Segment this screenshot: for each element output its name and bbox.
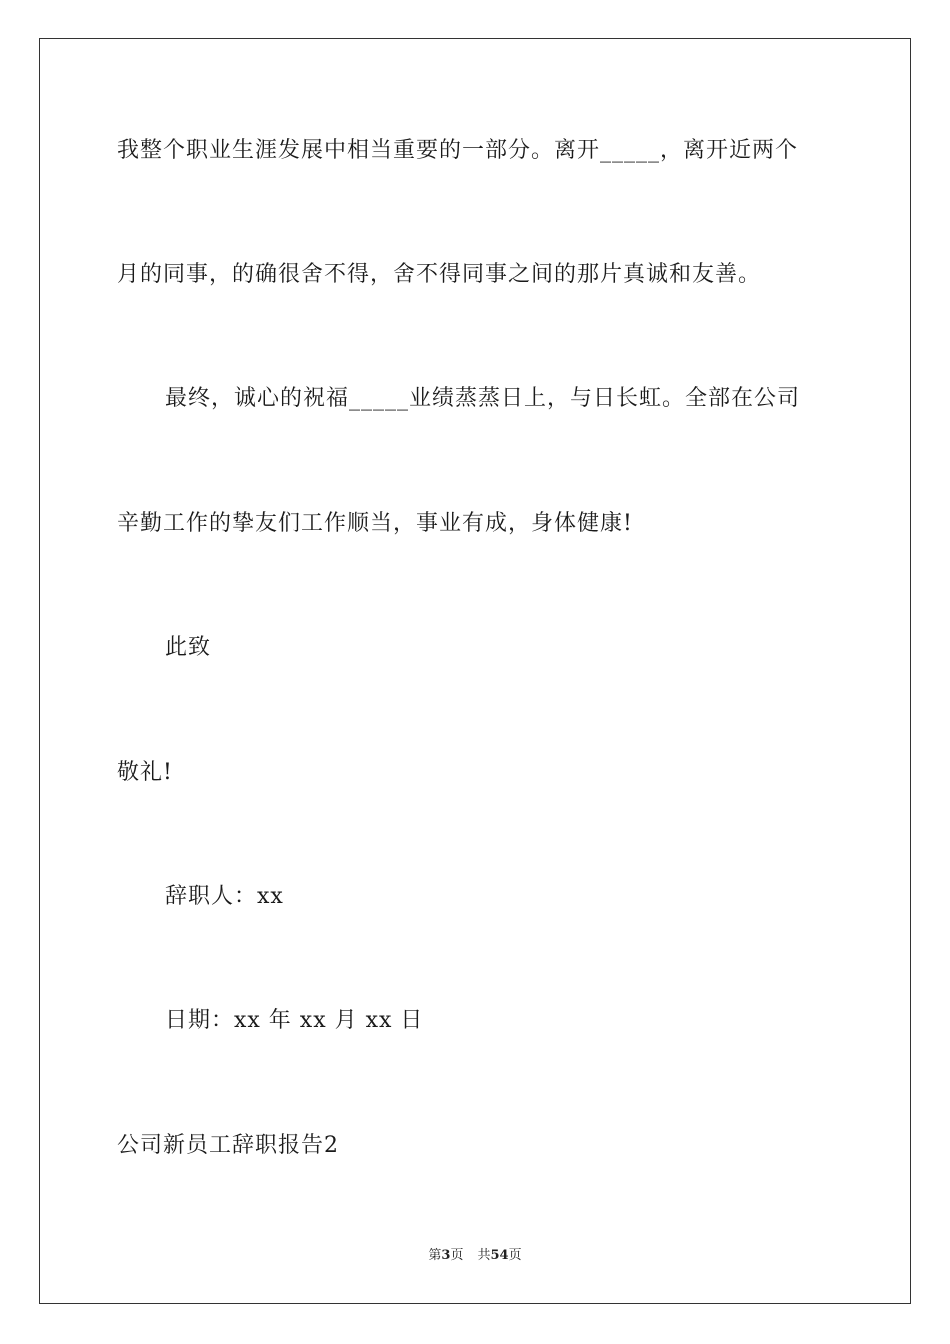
- page-prefix: 第: [428, 1248, 442, 1263]
- body-paragraph-line: 月的同事，的确很舍不得，舍不得同事之间的那片真诚和友善。: [117, 262, 762, 287]
- page-current: 3: [441, 1248, 451, 1263]
- section-heading: 公司新员工辞职报告2: [117, 1133, 339, 1158]
- page-suffix: 页: [450, 1248, 464, 1263]
- closing-regards: 敬礼!: [117, 760, 173, 785]
- signature-line: 辞职人：xx: [165, 884, 284, 909]
- body-paragraph-line: 我整个职业生涯发展中相当重要的一部分。离开_____，离开近两个: [117, 138, 799, 163]
- date-line: 日期：xx 年 xx 月 xx 日: [165, 1008, 424, 1033]
- closing-salutation: 此致: [165, 635, 212, 660]
- page-total: 54: [490, 1248, 509, 1263]
- body-paragraph-line: 辛勤工作的挚友们工作顺当，事业有成，身体健康!: [117, 511, 633, 536]
- total-prefix: 共: [477, 1248, 491, 1263]
- page-border: [39, 38, 911, 1304]
- body-paragraph-line: 最终，诚心的祝福_____业绩蒸蒸日上，与日长虹。全部在公司: [165, 386, 801, 411]
- total-suffix: 页: [508, 1248, 522, 1263]
- page-footer: [0, 1248, 950, 1264]
